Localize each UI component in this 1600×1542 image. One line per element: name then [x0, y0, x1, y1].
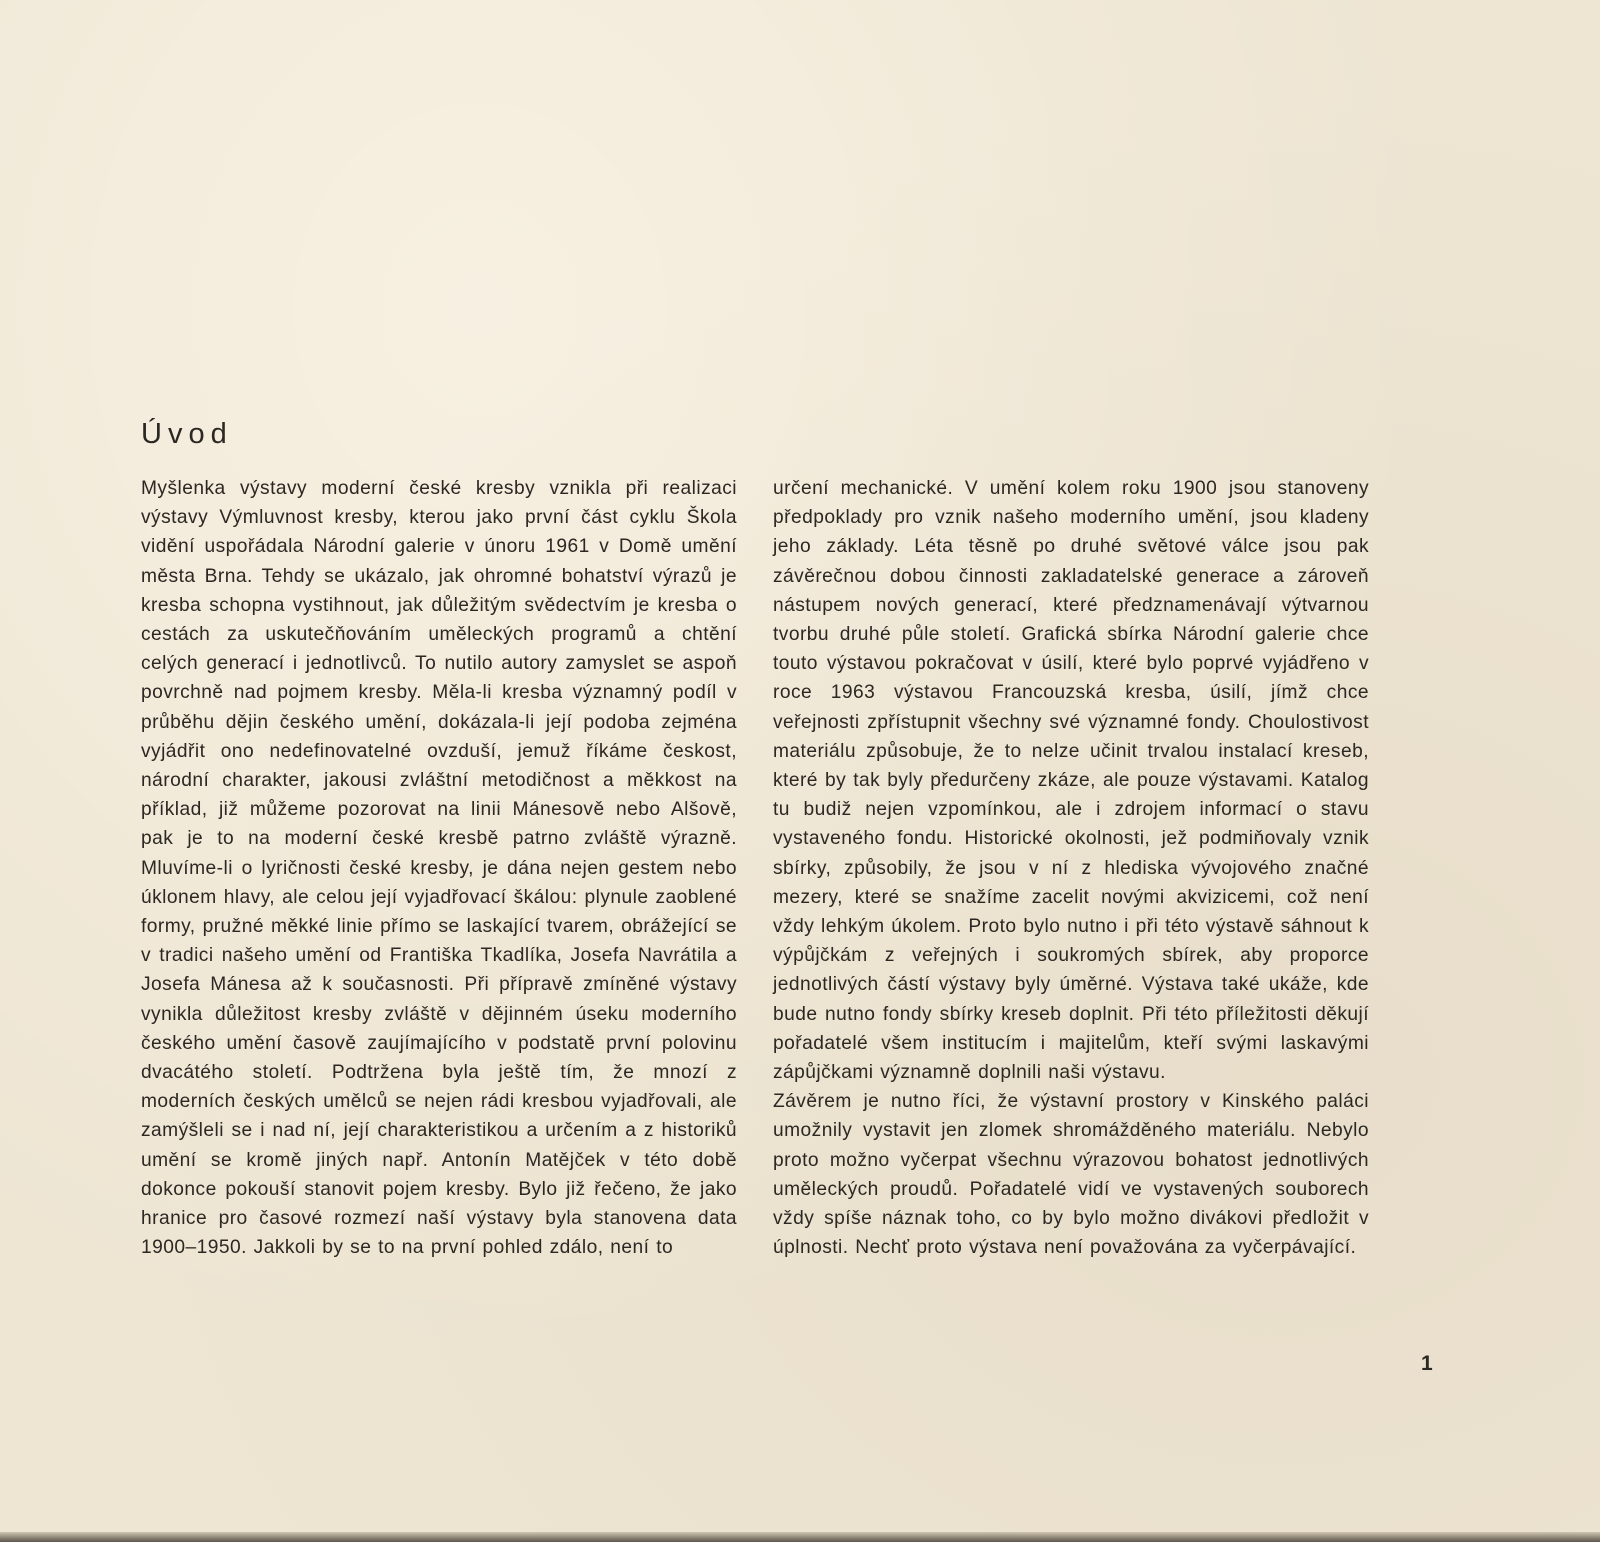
left-paragraph: Myšlenka výstavy moderní české kresby vznikla při realizaci výstavy Výmluvnost kresby, kterou jako první část cyklu Škola vidění uspořádala Národní galerie v únoru 1961 v Domě umění města Brna. Tehdy se ukázalo, jak ohromné bohatství výrazů je kresba schopna vystihnout, jak důležitým svědectvím je kresba o cestách za uskutečňováním uměleckých programů a chtění celých generací i jednotlivců. To nutilo autory zamyslet se aspoň povrchně nad pojmem kresby. Měla-li kresba významný podíl v průběhu dějin českého umění, dokázala-li její podoba zejména vyjádřit ono nedefinovatelné ovzduší, jemuž říkáme českost, národní charakter, jakousi zvláštní metodičnost a měkkost na příklad, již můžeme pozorovat na linii Mánesově nebo Alšově, pak je to na moderní české kresbě patrno zvláště výrazně. Mluvíme-li o lyričnosti české kresby, je dána nejen gestem nebo úklonem hlavy, ale celou její vyjadřovací škálou: plynule zaoblené formy, pružné měkké linie přímo se laskající tvarem, obrážející se v tradici našeho umění od Františka Tkadlíka, Josefa Navrátila a Josefa Mánesa až k současnosti. Při přípravě zmíněné výstavy vynikla důležitost kresby zvláště v dějinném úseku moderního českého umění časově zaujímajícího v podstatě první polovinu dvacátého století. Podtržena byla ještě tím, že mnozí z moderních českých umělců se nejen rádi kresbou vyjadřovali, ale zamýšleli se i nad ní, její charakteristikou a určením a z historiků umění se kromě jiných např. Antonín Matějček v této době dokonce pokouší stanovit pojem kresby. Bylo již řečeno, že jako hranice pro časové rozmezí naší výstavy byla stanovena data 1900–1950. Jakkoli by se to na první pohled zdálo, není to: [141, 478, 737, 1259]
left-text-column: [141, 474, 737, 1262]
page-bottom-edge: [0, 1532, 1600, 1542]
right-paragraph-2: Závěrem je nutno říci, že výstavní prostory v Kinského paláci umožnily vystavit jen zlomek shromážděného materiálu. Nebylo proto možno vyčerpat všechnu výrazovou bohatost jednotlivých uměleckých proudů. Pořadatelé vidí ve vystavených souborech vždy spíše náznak toho, co by bylo možno divákovi předložit v úplnosti. Nechť proto výstava není považována za vyčerpávající.: [773, 1091, 1369, 1259]
page-title: Úvod: [141, 418, 233, 450]
right-paragraph-1: určení mechanické. V umění kolem roku 1900 jsou stanoveny předpoklady pro vznik našeho moderního umění, jsou kladeny jeho základy. Léta těsně po druhé světové válce jsou pak závěrečnou dobou činnosti zakladatelské generace a zároveň nástupem nových generací, které předznamenávají výtvarnou tvorbu druhé půle století. Grafická sbírka Národní galerie chce touto výstavou pokračovat v úsilí, které bylo poprvé vyjádřeno v roce 1963 výstavou Francouzská kresba, úsilí, jímž chce veřejnosti zpřístupnit všechny své významné fondy. Choulostivost materiálu způsobuje, že to nelze učinit trvalou instalací kreseb, které by tak byly předurčeny zkáze, ale pouze výstavami. Katalog tu budiž nejen vzpomínkou, ale i zdrojem informací o stavu vystaveného fondu. Historické okolnosti, jež podmiňovaly vznik sbírky, způsobily, že jsou v ní z hlediska vývojového značné mezery, které se snažíme zacelit novými akvizicemi, což není vždy lehkým úkolem. Proto bylo nutno i při této výstavě sáhnout k výpůjčkám z veřejných i soukromých sbírek, aby proporce jednotlivých částí výstavy byly úměrné. Výstava také ukáže, kde bude nutno fondy sbírky kreseb doplnit. Při této příležitosti děkují pořadatelé všem institucím i majitelům, kteří svými laskavými zápůjčkami významně doplnili naši výstavu.: [773, 478, 1369, 1084]
page-number: 1: [1421, 1352, 1433, 1375]
right-text-column: [773, 474, 1369, 1262]
